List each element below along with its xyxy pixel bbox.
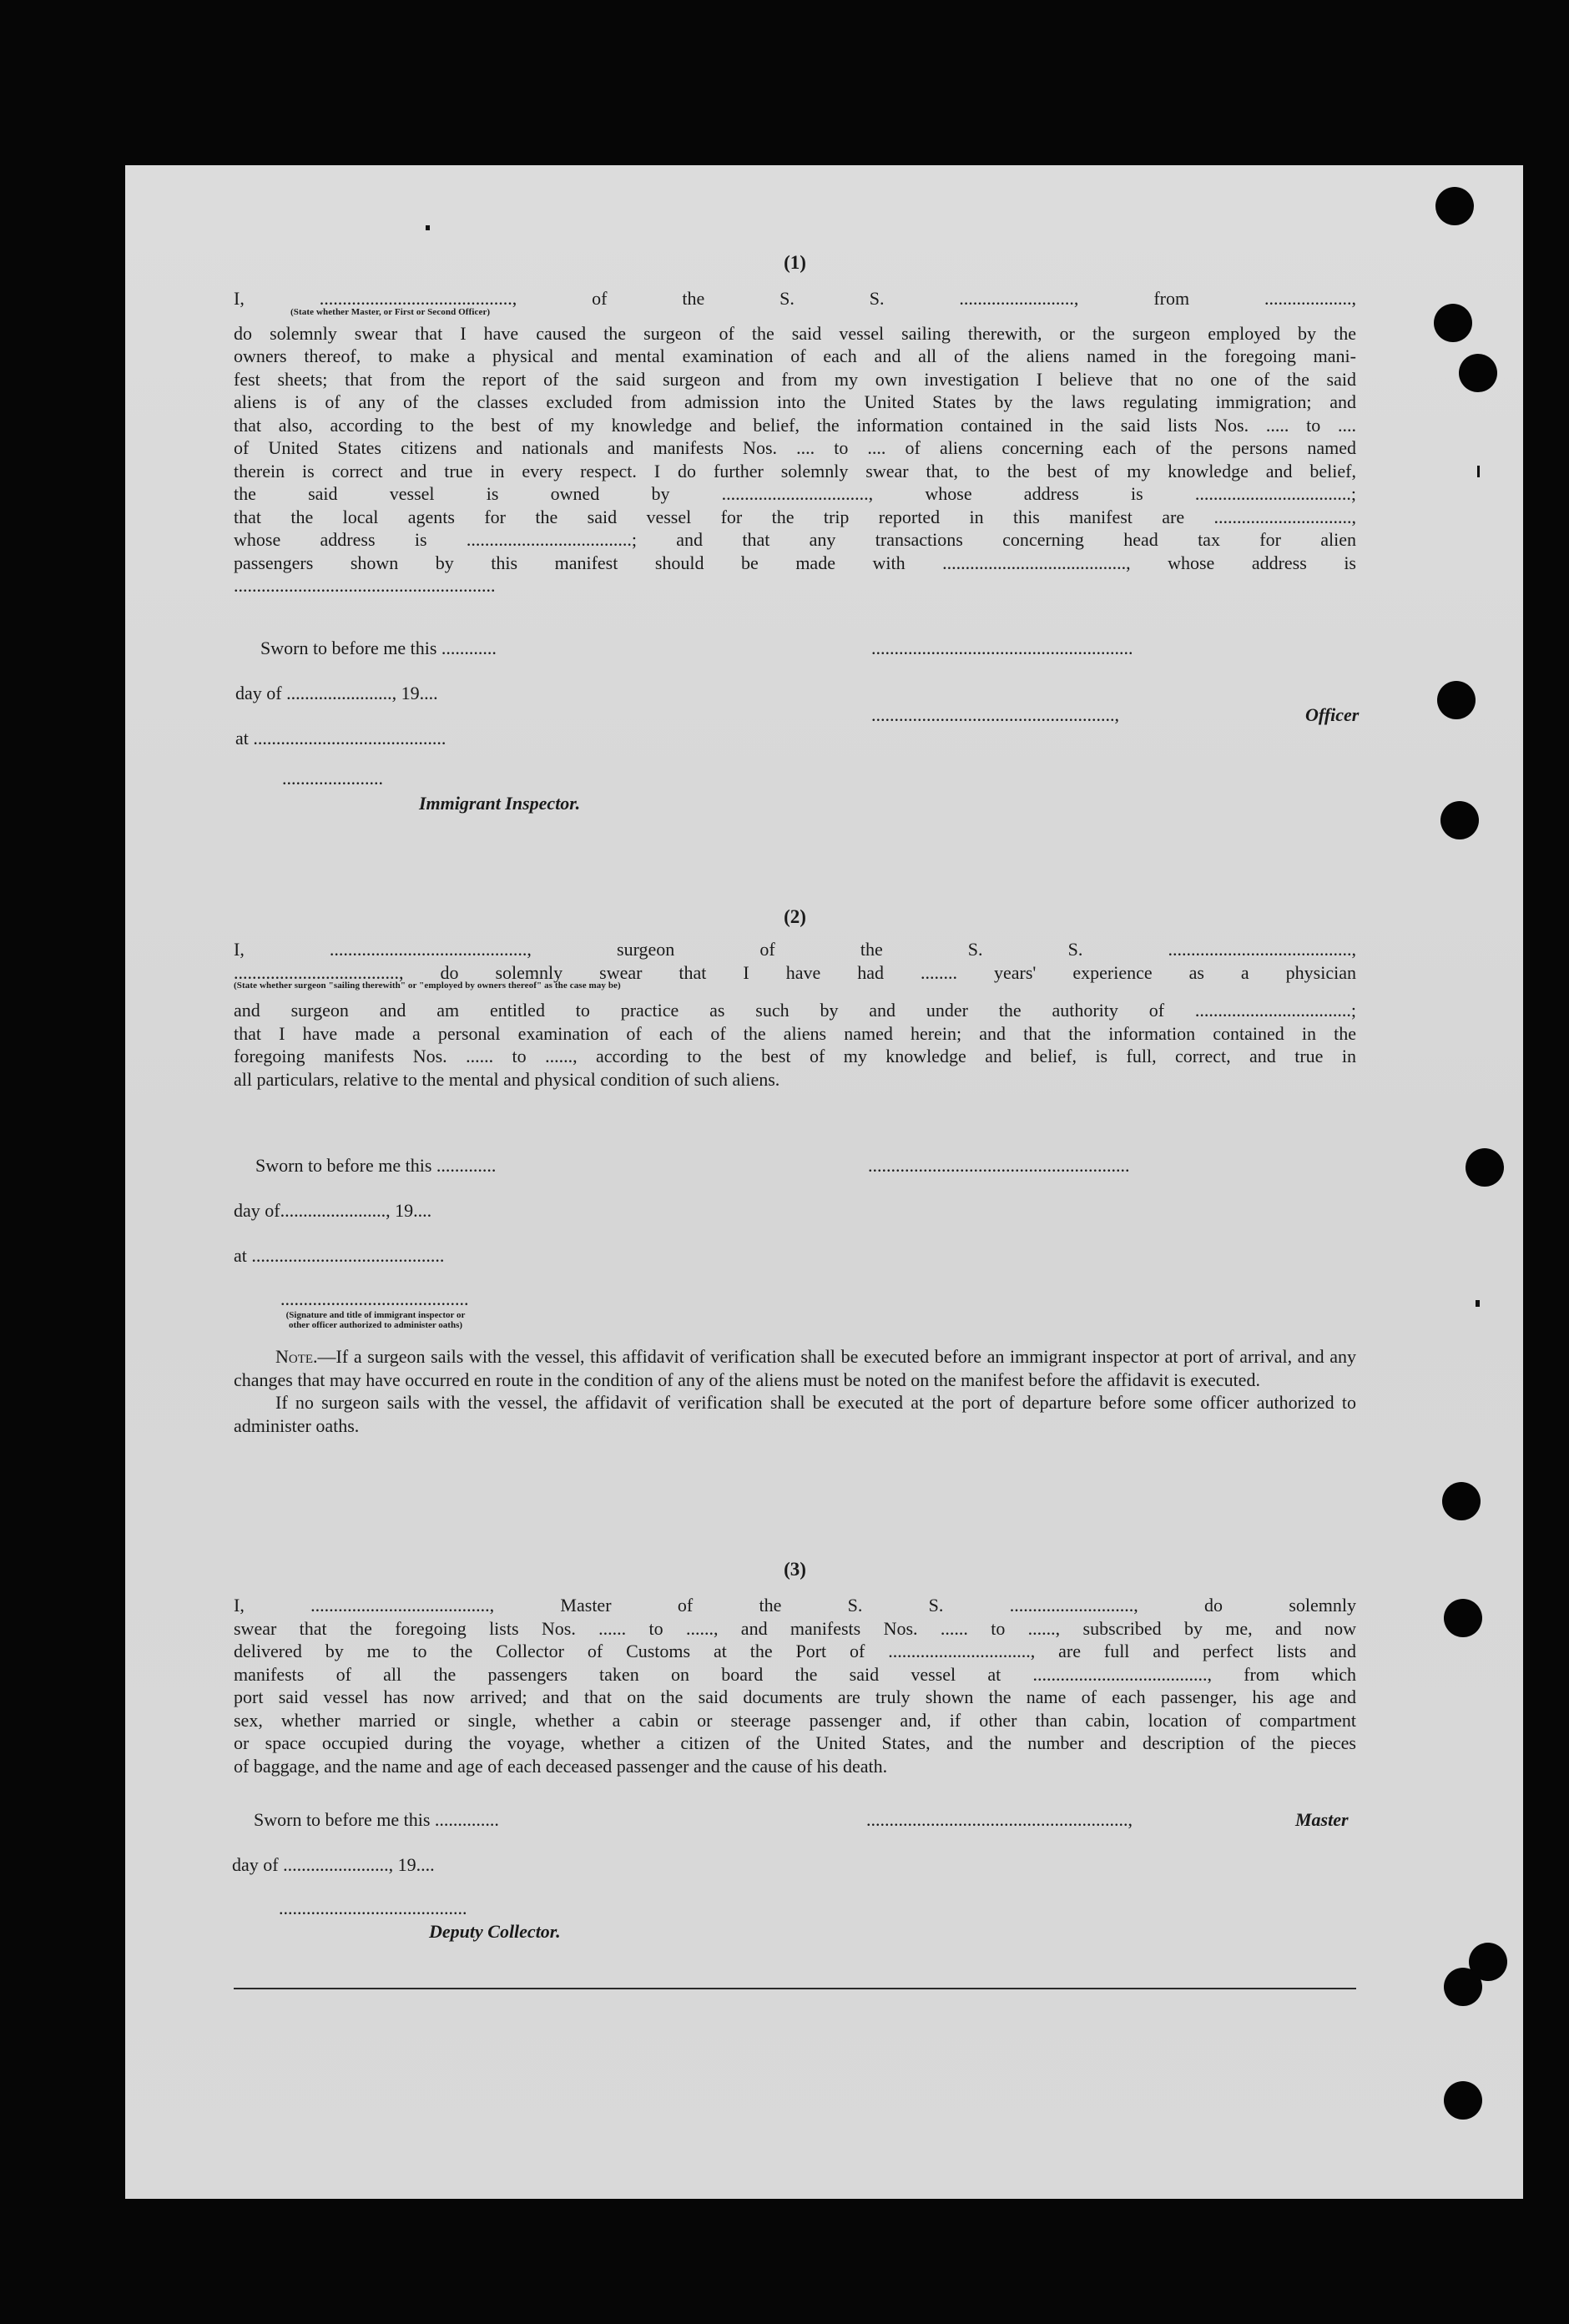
punch-hole bbox=[1435, 187, 1474, 225]
text-line: whose address is ....................................; and that any transactions concerning head tax for alien bbox=[234, 529, 1356, 550]
text-line: passengers shown by this manifest should be made with ........................................, whose address is bbox=[234, 552, 1356, 573]
surgeon-signature-dots: ......................................................... bbox=[868, 1155, 1130, 1176]
text-line: aliens is of any of the classes excluded from admission into the United States by the laws regulating immigration; and bbox=[234, 391, 1356, 412]
sworn-line: Sworn to before me this .............. bbox=[254, 1809, 499, 1830]
field-caption: (State whether surgeon "sailing therewith" or "employed by owners thereof" as the case may be) bbox=[234, 981, 621, 991]
text-line: foregoing manifests Nos. ...... to ......, according to the best of my knowledge and belief, is full, correct, and true in bbox=[234, 1046, 1356, 1066]
stray-mark bbox=[1477, 466, 1480, 477]
text-line: owners thereof, to make a physical and mental examination of each and all of the aliens named in the foregoing mani- bbox=[234, 345, 1356, 366]
note-text: —If a surgeon sails with the vessel, this affidavit of verification shall be executed before an immigrant inspector at port of arrival, and any changes that may have occurred en route in the condition of any of the aliens must be noted on the manifest before the affidavit is executed. bbox=[234, 1346, 1356, 1390]
signature-dots: ......................................... bbox=[280, 1288, 469, 1309]
text-line: swear that the foregoing lists Nos. ...... to ......, and manifests Nos. ...... to ......, subscribed by me, and now bbox=[234, 1617, 1356, 1639]
affidavit-master-officer bbox=[234, 252, 1356, 597]
text-line: all particulars, relative to the mental and physical condition of such aliens. bbox=[234, 1068, 780, 1090]
punch-hole bbox=[1466, 1148, 1504, 1187]
punch-hole bbox=[1444, 1599, 1482, 1637]
master-signature-dots: ........................................................., bbox=[866, 1809, 1133, 1830]
punch-hole bbox=[1442, 1482, 1481, 1520]
text-line: therein is correct and true in every respect. I do further solemnly swear that, to the best of my knowledge and belief, bbox=[234, 460, 1356, 481]
section-number: (2) bbox=[784, 906, 806, 927]
caption-line: other officer authorized to administer oaths) bbox=[288, 1320, 463, 1330]
text-line: and surgeon and am entitled to practice as such by and under the authority of ..................................; bbox=[234, 1000, 1356, 1021]
text-line: I, .........................................., of the S. S. ........................., from ..................., bbox=[234, 288, 1356, 309]
officer-label: Officer bbox=[1305, 704, 1360, 725]
note-paragraph: If no surgeon sails with the vessel, the affidavit of verification shall be executed at the port of departure before some officer authorized to administer oaths. bbox=[234, 1392, 1356, 1436]
text-line: that also, according to the best of my knowledge and belief, the information contained in the said lists Nos. ..... to .... bbox=[234, 414, 1356, 436]
punch-hole bbox=[1444, 1968, 1482, 2006]
officer-signature-dots: ......................................................... bbox=[871, 638, 1133, 658]
at-line: at .......................................... bbox=[234, 1245, 445, 1266]
note-block bbox=[234, 1345, 1356, 1437]
stray-mark bbox=[1476, 1300, 1480, 1307]
text-line: I, ..........................................., surgeon of the S. S. ........................................, bbox=[234, 939, 1356, 960]
text-line: ...................................., do solemnly swear that I have had ........ years' experience as a physician bbox=[234, 961, 1356, 983]
text-line: or space occupied during the voyage, whether a citizen of the United States, and the number and description of the pieces bbox=[234, 1732, 1356, 1753]
text-line: fest sheets; that from the report of the said surgeon and from my own investigation I believe that no one of the said bbox=[234, 368, 1356, 390]
text-line: of baggage, and the name and age of each deceased passenger and the cause of his death. bbox=[234, 1755, 888, 1777]
note-paragraph bbox=[234, 1345, 1356, 1391]
field-caption: (State whether Master, or First or Second Officer) bbox=[290, 306, 491, 317]
stray-mark bbox=[426, 225, 430, 230]
document-page bbox=[125, 165, 1523, 2199]
day-line: day of......................., 19.... bbox=[234, 1200, 432, 1221]
sworn-line: Sworn to before me this ............ bbox=[260, 638, 497, 658]
text-line: do solemnly swear that I have caused the surgeon of the said vessel sailing therewith, or the surgeon employed by the bbox=[234, 322, 1356, 344]
caption-line: (Signature and title of immigrant inspector or bbox=[285, 1310, 466, 1320]
text-line: that the local agents for the said vessel for the trip reported in this manifest are .............................., bbox=[234, 506, 1356, 527]
text-line: sex, whether married or single, whether a cabin or steerage passenger and, if other than cabin, location of compartment bbox=[234, 1709, 1356, 1731]
text-line: manifests of all the passengers taken on board the said vessel at ......................................, from which bbox=[234, 1663, 1356, 1685]
affidavit-master-delivery bbox=[234, 1559, 1356, 1777]
text-line: of United States citizens and nationals and manifests Nos. .... to .... of aliens concerning each of the persons named bbox=[234, 437, 1356, 458]
section-number: (1) bbox=[784, 252, 806, 273]
text-line: delivered by me to the Collector of Customs at the Port of ..............................., are full and perfect lists and bbox=[234, 1641, 1356, 1661]
signature-caption bbox=[275, 1310, 476, 1330]
text-line: the said vessel is owned by ................................, whose address is ..................................; bbox=[234, 483, 1356, 504]
day-line: day of ......................., 19.... bbox=[232, 1854, 435, 1875]
text-line: port said vessel has now arrived; and that on the said documents are truly shown the name of each passenger, his age and bbox=[234, 1686, 1356, 1707]
affidavit-surgeon bbox=[234, 906, 1356, 1091]
bottom-rule bbox=[234, 1988, 1356, 1989]
officer-name-dots: ....................................................., bbox=[871, 704, 1119, 725]
signature-title: Deputy Collector. bbox=[429, 1921, 561, 1942]
text-line: I, ......................................., Master of the S. S. ..........................., do solemnly bbox=[234, 1595, 1356, 1616]
signature-title: Immigrant Inspector. bbox=[419, 793, 581, 814]
punch-hole bbox=[1437, 681, 1476, 719]
punch-hole bbox=[1444, 2081, 1482, 2120]
signature-dots: ...................... bbox=[282, 768, 383, 789]
punch-hole bbox=[1434, 304, 1472, 342]
text-line: that I have made a personal examination of each of the aliens named herein; and that the information contained in the bbox=[234, 1022, 1356, 1044]
punch-hole bbox=[1459, 354, 1497, 392]
master-label: Master bbox=[1295, 1809, 1349, 1830]
note-lead: Note. bbox=[275, 1346, 318, 1367]
signature-dots: ......................................... bbox=[279, 1898, 467, 1918]
sworn-line: Sworn to before me this ............. bbox=[255, 1155, 497, 1176]
punch-hole bbox=[1440, 801, 1479, 839]
section-number: (3) bbox=[784, 1559, 806, 1580]
day-line: day of ......................., 19.... bbox=[235, 683, 438, 703]
at-line: at .......................................... bbox=[235, 728, 446, 749]
text-line: ......................................................... bbox=[234, 575, 496, 596]
